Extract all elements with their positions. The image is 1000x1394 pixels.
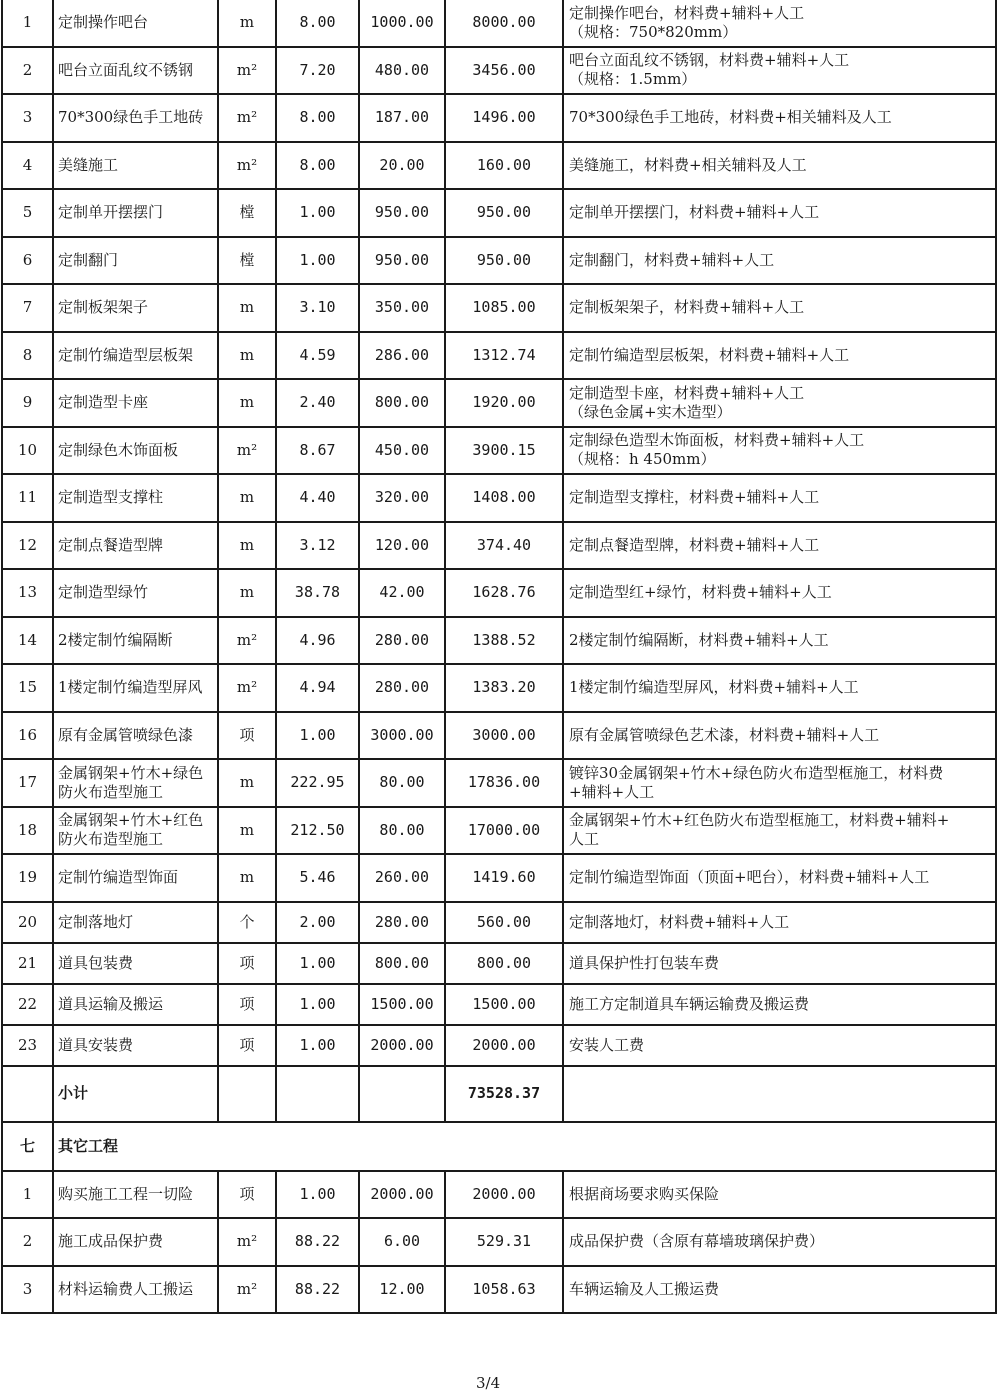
amount-cell: 3900.15 xyxy=(445,427,563,475)
quote-table-body xyxy=(2,0,996,1066)
item-name-cell: 定制造型卡座 xyxy=(53,379,218,427)
remark-line: 定制板架架子，材料费+辅料+人工 xyxy=(569,298,805,317)
remark-line: 定制点餐造型牌，材料费+辅料+人工 xyxy=(569,535,820,554)
remark-cell xyxy=(563,189,996,237)
remark-cell xyxy=(563,1218,996,1266)
remark-cell xyxy=(563,47,996,95)
remark-cell xyxy=(563,807,996,855)
table-row xyxy=(2,379,996,427)
unit-cell: m xyxy=(218,284,276,332)
amount-cell: 1085.00 xyxy=(445,284,563,332)
unit-cell: m xyxy=(218,807,276,855)
remark-cell xyxy=(563,522,996,570)
remark-cell xyxy=(563,237,996,285)
quantity-cell: 38.78 xyxy=(276,569,359,617)
remark-cell xyxy=(563,284,996,332)
unit-cell: 樘 xyxy=(218,189,276,237)
unit-price-cell: 450.00 xyxy=(359,427,445,475)
remark-cell xyxy=(563,1266,996,1314)
quantity-cell: 4.96 xyxy=(276,617,359,665)
amount-cell: 1383.20 xyxy=(445,664,563,712)
remark-cell xyxy=(563,854,996,902)
table-row xyxy=(2,1218,996,1266)
item-name-cell: 定制单开摆摆门 xyxy=(53,189,218,237)
unit-price-cell: 320.00 xyxy=(359,474,445,522)
remark-line: 定制竹编造型层板架，材料费+辅料+人工 xyxy=(569,345,850,364)
amount-cell: 950.00 xyxy=(445,237,563,285)
remark-line: 镀锌30金属钢架+竹木+绿色防火布造型框施工，材料费 xyxy=(569,763,944,782)
unit-cell: m² xyxy=(218,47,276,95)
remark-line: 道具保护性打包装车费 xyxy=(569,953,720,972)
quantity-cell: 88.22 xyxy=(276,1266,359,1314)
table-row xyxy=(2,522,996,570)
row-number-cell: 2 xyxy=(2,1218,53,1266)
row-number-cell: 13 xyxy=(2,569,53,617)
remark-cell xyxy=(563,1025,996,1066)
section-number: 七 xyxy=(2,1122,53,1171)
remark-line: 2楼定制竹编隔断，材料费+辅料+人工 xyxy=(569,630,829,649)
table-row xyxy=(2,1025,996,1066)
item-name-cell: 材料运输费人工搬运 xyxy=(53,1266,218,1314)
unit-cell: 项 xyxy=(218,712,276,760)
quantity-cell: 2.40 xyxy=(276,379,359,427)
row-number-cell: 1 xyxy=(2,1171,53,1219)
item-name-cell: 道具运输及搬运 xyxy=(53,984,218,1025)
quantity-cell: 4.40 xyxy=(276,474,359,522)
unit-cell: 项 xyxy=(218,943,276,984)
amount-cell: 2000.00 xyxy=(445,1171,563,1219)
table-row xyxy=(2,332,996,380)
item-name-cell: 定制竹编造型饰面 xyxy=(53,854,218,902)
unit-cell: m² xyxy=(218,142,276,190)
row-number-cell: 1 xyxy=(2,0,53,47)
unit-price-cell: 950.00 xyxy=(359,189,445,237)
quantity-cell: 1.00 xyxy=(276,237,359,285)
unit-cell: m² xyxy=(218,1218,276,1266)
row-number-cell: 6 xyxy=(2,237,53,285)
row-number-cell: 11 xyxy=(2,474,53,522)
table-row xyxy=(2,427,996,475)
amount-cell: 560.00 xyxy=(445,902,563,943)
quantity-cell: 2.00 xyxy=(276,902,359,943)
remark-line: 定制竹编造型饰面（顶面+吧台），材料费+辅料+人工 xyxy=(569,868,930,887)
remark-line: （规格：h 450mm） xyxy=(569,450,716,469)
unit-cell: 樘 xyxy=(218,237,276,285)
amount-cell: 529.31 xyxy=(445,1218,563,1266)
unit-cell: m xyxy=(218,854,276,902)
row-number-cell: 9 xyxy=(2,379,53,427)
remark-cell xyxy=(563,943,996,984)
remark-line: 定制造型支撑柱，材料费+辅料+人工 xyxy=(569,488,820,507)
unit-price-cell: 286.00 xyxy=(359,332,445,380)
quantity-cell: 212.50 xyxy=(276,807,359,855)
item-name-cell: 定制落地灯 xyxy=(53,902,218,943)
quantity-cell: 88.22 xyxy=(276,1218,359,1266)
item-name-cell: 定制绿色木饰面板 xyxy=(53,427,218,475)
remark-cell xyxy=(563,474,996,522)
unit-cell: m² xyxy=(218,1266,276,1314)
table-row xyxy=(2,0,996,47)
quantity-cell: 8.00 xyxy=(276,142,359,190)
remark-cell xyxy=(563,617,996,665)
table-row xyxy=(2,902,996,943)
item-name-cell: 施工成品保护费 xyxy=(53,1218,218,1266)
unit-price-cell: 260.00 xyxy=(359,854,445,902)
unit-price-cell: 120.00 xyxy=(359,522,445,570)
subtotal-remark-cell xyxy=(563,1066,996,1122)
quantity-cell: 5.46 xyxy=(276,854,359,902)
unit-cell: 项 xyxy=(218,1025,276,1066)
table-row xyxy=(2,984,996,1025)
other-works-body xyxy=(2,1171,996,1314)
item-name-cell: 道具安装费 xyxy=(53,1025,218,1066)
section-header-row xyxy=(2,1122,996,1171)
quantity-cell: 1.00 xyxy=(276,943,359,984)
table-row xyxy=(2,474,996,522)
remark-line: （绿色金属+实木造型） xyxy=(569,402,732,421)
remark-line: +辅料+人工 xyxy=(569,782,655,801)
amount-cell: 17836.00 xyxy=(445,759,563,807)
quantity-cell: 3.12 xyxy=(276,522,359,570)
quantity-cell: 4.59 xyxy=(276,332,359,380)
quantity-cell: 8.67 xyxy=(276,427,359,475)
row-number-cell: 8 xyxy=(2,332,53,380)
remark-cell xyxy=(563,332,996,380)
table-row xyxy=(2,569,996,617)
unit-cell: m xyxy=(218,379,276,427)
unit-price-cell: 2000.00 xyxy=(359,1171,445,1219)
remark-cell xyxy=(563,379,996,427)
row-number-cell: 5 xyxy=(2,189,53,237)
table-row xyxy=(2,664,996,712)
amount-cell: 1628.76 xyxy=(445,569,563,617)
amount-cell: 160.00 xyxy=(445,142,563,190)
unit-cell: m² xyxy=(218,94,276,142)
unit-price-cell: 1500.00 xyxy=(359,984,445,1025)
remark-line: （规格：1.5mm） xyxy=(569,70,697,89)
unit-price-cell: 12.00 xyxy=(359,1266,445,1314)
unit-price-cell: 187.00 xyxy=(359,94,445,142)
unit-price-cell: 42.00 xyxy=(359,569,445,617)
unit-cell: m² xyxy=(218,427,276,475)
unit-cell: 项 xyxy=(218,1171,276,1219)
table-row xyxy=(2,94,996,142)
remark-line: 定制造型卡座，材料费+辅料+人工 xyxy=(569,383,805,402)
quantity-cell: 8.00 xyxy=(276,0,359,47)
unit-cell: m xyxy=(218,0,276,47)
table-row xyxy=(2,142,996,190)
remark-line: 定制造型红+绿竹，材料费+辅料+人工 xyxy=(569,583,832,602)
unit-cell: m xyxy=(218,522,276,570)
row-number-cell: 3 xyxy=(2,94,53,142)
amount-cell: 374.40 xyxy=(445,522,563,570)
unit-price-cell: 280.00 xyxy=(359,902,445,943)
unit-price-cell: 2000.00 xyxy=(359,1025,445,1066)
table-row xyxy=(2,1171,996,1219)
amount-cell: 2000.00 xyxy=(445,1025,563,1066)
item-name-cell: 定制造型支撑柱 xyxy=(53,474,218,522)
unit-cell: m² xyxy=(218,664,276,712)
item-name-cell: 定制竹编造型层板架 xyxy=(53,332,218,380)
item-name-cell: 定制点餐造型牌 xyxy=(53,522,218,570)
row-number-cell: 21 xyxy=(2,943,53,984)
table-row xyxy=(2,712,996,760)
remark-line: 定制落地灯，材料费+辅料+人工 xyxy=(569,912,790,931)
section-title: 其它工程 xyxy=(53,1122,996,1171)
remark-line: 美缝施工，材料费+相关辅料及人工 xyxy=(569,155,807,174)
table-row xyxy=(2,189,996,237)
amount-cell: 1408.00 xyxy=(445,474,563,522)
remark-cell xyxy=(563,902,996,943)
amount-cell: 1388.52 xyxy=(445,617,563,665)
item-name-cell: 金属钢架+竹木+红色防火布造型施工 xyxy=(53,807,218,855)
unit-price-cell: 480.00 xyxy=(359,47,445,95)
unit-price-cell: 950.00 xyxy=(359,237,445,285)
quantity-cell: 1.00 xyxy=(276,984,359,1025)
remark-line: 定制操作吧台，材料费+辅料+人工 xyxy=(569,3,805,22)
unit-cell: m xyxy=(218,332,276,380)
unit-price-cell: 20.00 xyxy=(359,142,445,190)
remark-line: 吧台立面乱纹不锈钢，材料费+辅料+人工 xyxy=(569,51,850,70)
remark-line: 定制翻门，材料费+辅料+人工 xyxy=(569,250,775,269)
unit-cell: m² xyxy=(218,617,276,665)
item-name-cell: 定制板架架子 xyxy=(53,284,218,332)
quantity-cell: 1.00 xyxy=(276,712,359,760)
item-name-cell: 金属钢架+竹木+绿色防火布造型施工 xyxy=(53,759,218,807)
remark-line: 原有金属管喷绿色艺术漆，材料费+辅料+人工 xyxy=(569,725,880,744)
amount-cell: 1496.00 xyxy=(445,94,563,142)
remark-line: （规格：750*820mm） xyxy=(569,22,738,41)
subtotal-section xyxy=(2,1066,996,1171)
quantity-cell: 1.00 xyxy=(276,1171,359,1219)
quantity-cell: 8.00 xyxy=(276,94,359,142)
subtotal-unit-cell xyxy=(218,1066,276,1122)
row-number-cell: 19 xyxy=(2,854,53,902)
item-name-cell: 定制操作吧台 xyxy=(53,0,218,47)
item-name-cell: 70*300绿色手工地砖 xyxy=(53,94,218,142)
page-number: 3/4 xyxy=(476,1374,501,1392)
subtotal-no-cell xyxy=(2,1066,53,1122)
quantity-cell: 222.95 xyxy=(276,759,359,807)
subtotal-qty-cell xyxy=(276,1066,359,1122)
amount-cell: 800.00 xyxy=(445,943,563,984)
table-row xyxy=(2,943,996,984)
remark-line: 70*300绿色手工地砖，材料费+相关辅料及人工 xyxy=(569,108,892,127)
unit-cell: 项 xyxy=(218,984,276,1025)
amount-cell: 1920.00 xyxy=(445,379,563,427)
remark-line: 根据商场要求购买保险 xyxy=(569,1184,720,1203)
table-row xyxy=(2,854,996,902)
item-name-cell: 原有金属管喷绿色漆 xyxy=(53,712,218,760)
remark-cell xyxy=(563,712,996,760)
quantity-cell: 4.94 xyxy=(276,664,359,712)
unit-cell: 个 xyxy=(218,902,276,943)
table-row xyxy=(2,237,996,285)
quote-table xyxy=(1,0,997,1314)
subtotal-price-cell xyxy=(359,1066,445,1122)
row-number-cell: 23 xyxy=(2,1025,53,1066)
unit-price-cell: 350.00 xyxy=(359,284,445,332)
item-name-cell: 2楼定制竹编隔断 xyxy=(53,617,218,665)
unit-price-cell: 6.00 xyxy=(359,1218,445,1266)
row-number-cell: 7 xyxy=(2,284,53,332)
quantity-cell: 3.10 xyxy=(276,284,359,332)
amount-cell: 1312.74 xyxy=(445,332,563,380)
row-number-cell: 20 xyxy=(2,902,53,943)
item-name-cell: 定制翻门 xyxy=(53,237,218,285)
subtotal-label: 小计 xyxy=(53,1066,218,1122)
remark-cell xyxy=(563,94,996,142)
remark-cell xyxy=(563,569,996,617)
unit-cell: m xyxy=(218,569,276,617)
row-number-cell: 2 xyxy=(2,47,53,95)
unit-price-cell: 1000.00 xyxy=(359,0,445,47)
remark-cell xyxy=(563,427,996,475)
subtotal-amount: 73528.37 xyxy=(445,1066,563,1122)
table-row xyxy=(2,47,996,95)
amount-cell: 1058.63 xyxy=(445,1266,563,1314)
remark-line: 车辆运输及人工搬运费 xyxy=(569,1279,720,1298)
row-number-cell: 15 xyxy=(2,664,53,712)
row-number-cell: 10 xyxy=(2,427,53,475)
table-row xyxy=(2,807,996,855)
remark-line: 金属钢架+竹木+红色防火布造型框施工，材料费+辅料+ xyxy=(569,811,950,830)
unit-cell: m xyxy=(218,759,276,807)
table-row xyxy=(2,1266,996,1314)
unit-cell: m xyxy=(218,474,276,522)
amount-cell: 3000.00 xyxy=(445,712,563,760)
amount-cell: 1500.00 xyxy=(445,984,563,1025)
table-row xyxy=(2,759,996,807)
row-number-cell: 22 xyxy=(2,984,53,1025)
remark-cell xyxy=(563,664,996,712)
row-number-cell: 16 xyxy=(2,712,53,760)
row-number-cell: 14 xyxy=(2,617,53,665)
remark-line: 定制单开摆摆门，材料费+辅料+人工 xyxy=(569,203,820,222)
row-number-cell: 17 xyxy=(2,759,53,807)
amount-cell: 17000.00 xyxy=(445,807,563,855)
remark-cell xyxy=(563,759,996,807)
amount-cell: 950.00 xyxy=(445,189,563,237)
row-number-cell: 18 xyxy=(2,807,53,855)
unit-price-cell: 280.00 xyxy=(359,617,445,665)
remark-line: 安装人工费 xyxy=(569,1035,645,1054)
quantity-cell: 7.20 xyxy=(276,47,359,95)
row-number-cell: 12 xyxy=(2,522,53,570)
table-row xyxy=(2,284,996,332)
remark-line: 施工方定制道具车辆运输费及搬运费 xyxy=(569,994,810,1013)
amount-cell: 8000.00 xyxy=(445,0,563,47)
row-number-cell: 4 xyxy=(2,142,53,190)
subtotal-row xyxy=(2,1066,996,1122)
unit-price-cell: 800.00 xyxy=(359,943,445,984)
remark-cell xyxy=(563,1171,996,1219)
item-name-cell: 定制造型绿竹 xyxy=(53,569,218,617)
row-number-cell: 3 xyxy=(2,1266,53,1314)
quantity-cell: 1.00 xyxy=(276,1025,359,1066)
remark-line: 人工 xyxy=(569,830,600,849)
unit-price-cell: 800.00 xyxy=(359,379,445,427)
item-name-cell: 1楼定制竹编造型屏风 xyxy=(53,664,218,712)
unit-price-cell: 80.00 xyxy=(359,759,445,807)
item-name-cell: 美缝施工 xyxy=(53,142,218,190)
item-name-cell: 购买施工工程一切险 xyxy=(53,1171,218,1219)
amount-cell: 1419.60 xyxy=(445,854,563,902)
unit-price-cell: 280.00 xyxy=(359,664,445,712)
quantity-cell: 1.00 xyxy=(276,189,359,237)
amount-cell: 3456.00 xyxy=(445,47,563,95)
item-name-cell: 吧台立面乱纹不锈钢 xyxy=(53,47,218,95)
remark-line: 定制绿色造型木饰面板，材料费+辅料+人工 xyxy=(569,431,865,450)
table-row xyxy=(2,617,996,665)
unit-price-cell: 3000.00 xyxy=(359,712,445,760)
unit-price-cell: 80.00 xyxy=(359,807,445,855)
remark-line: 成品保护费（含原有幕墙玻璃保护费） xyxy=(569,1232,825,1251)
remark-cell xyxy=(563,142,996,190)
remark-cell xyxy=(563,984,996,1025)
remark-line: 1楼定制竹编造型屏风，材料费+辅料+人工 xyxy=(569,678,859,697)
remark-cell xyxy=(563,0,996,47)
item-name-cell: 道具包装费 xyxy=(53,943,218,984)
